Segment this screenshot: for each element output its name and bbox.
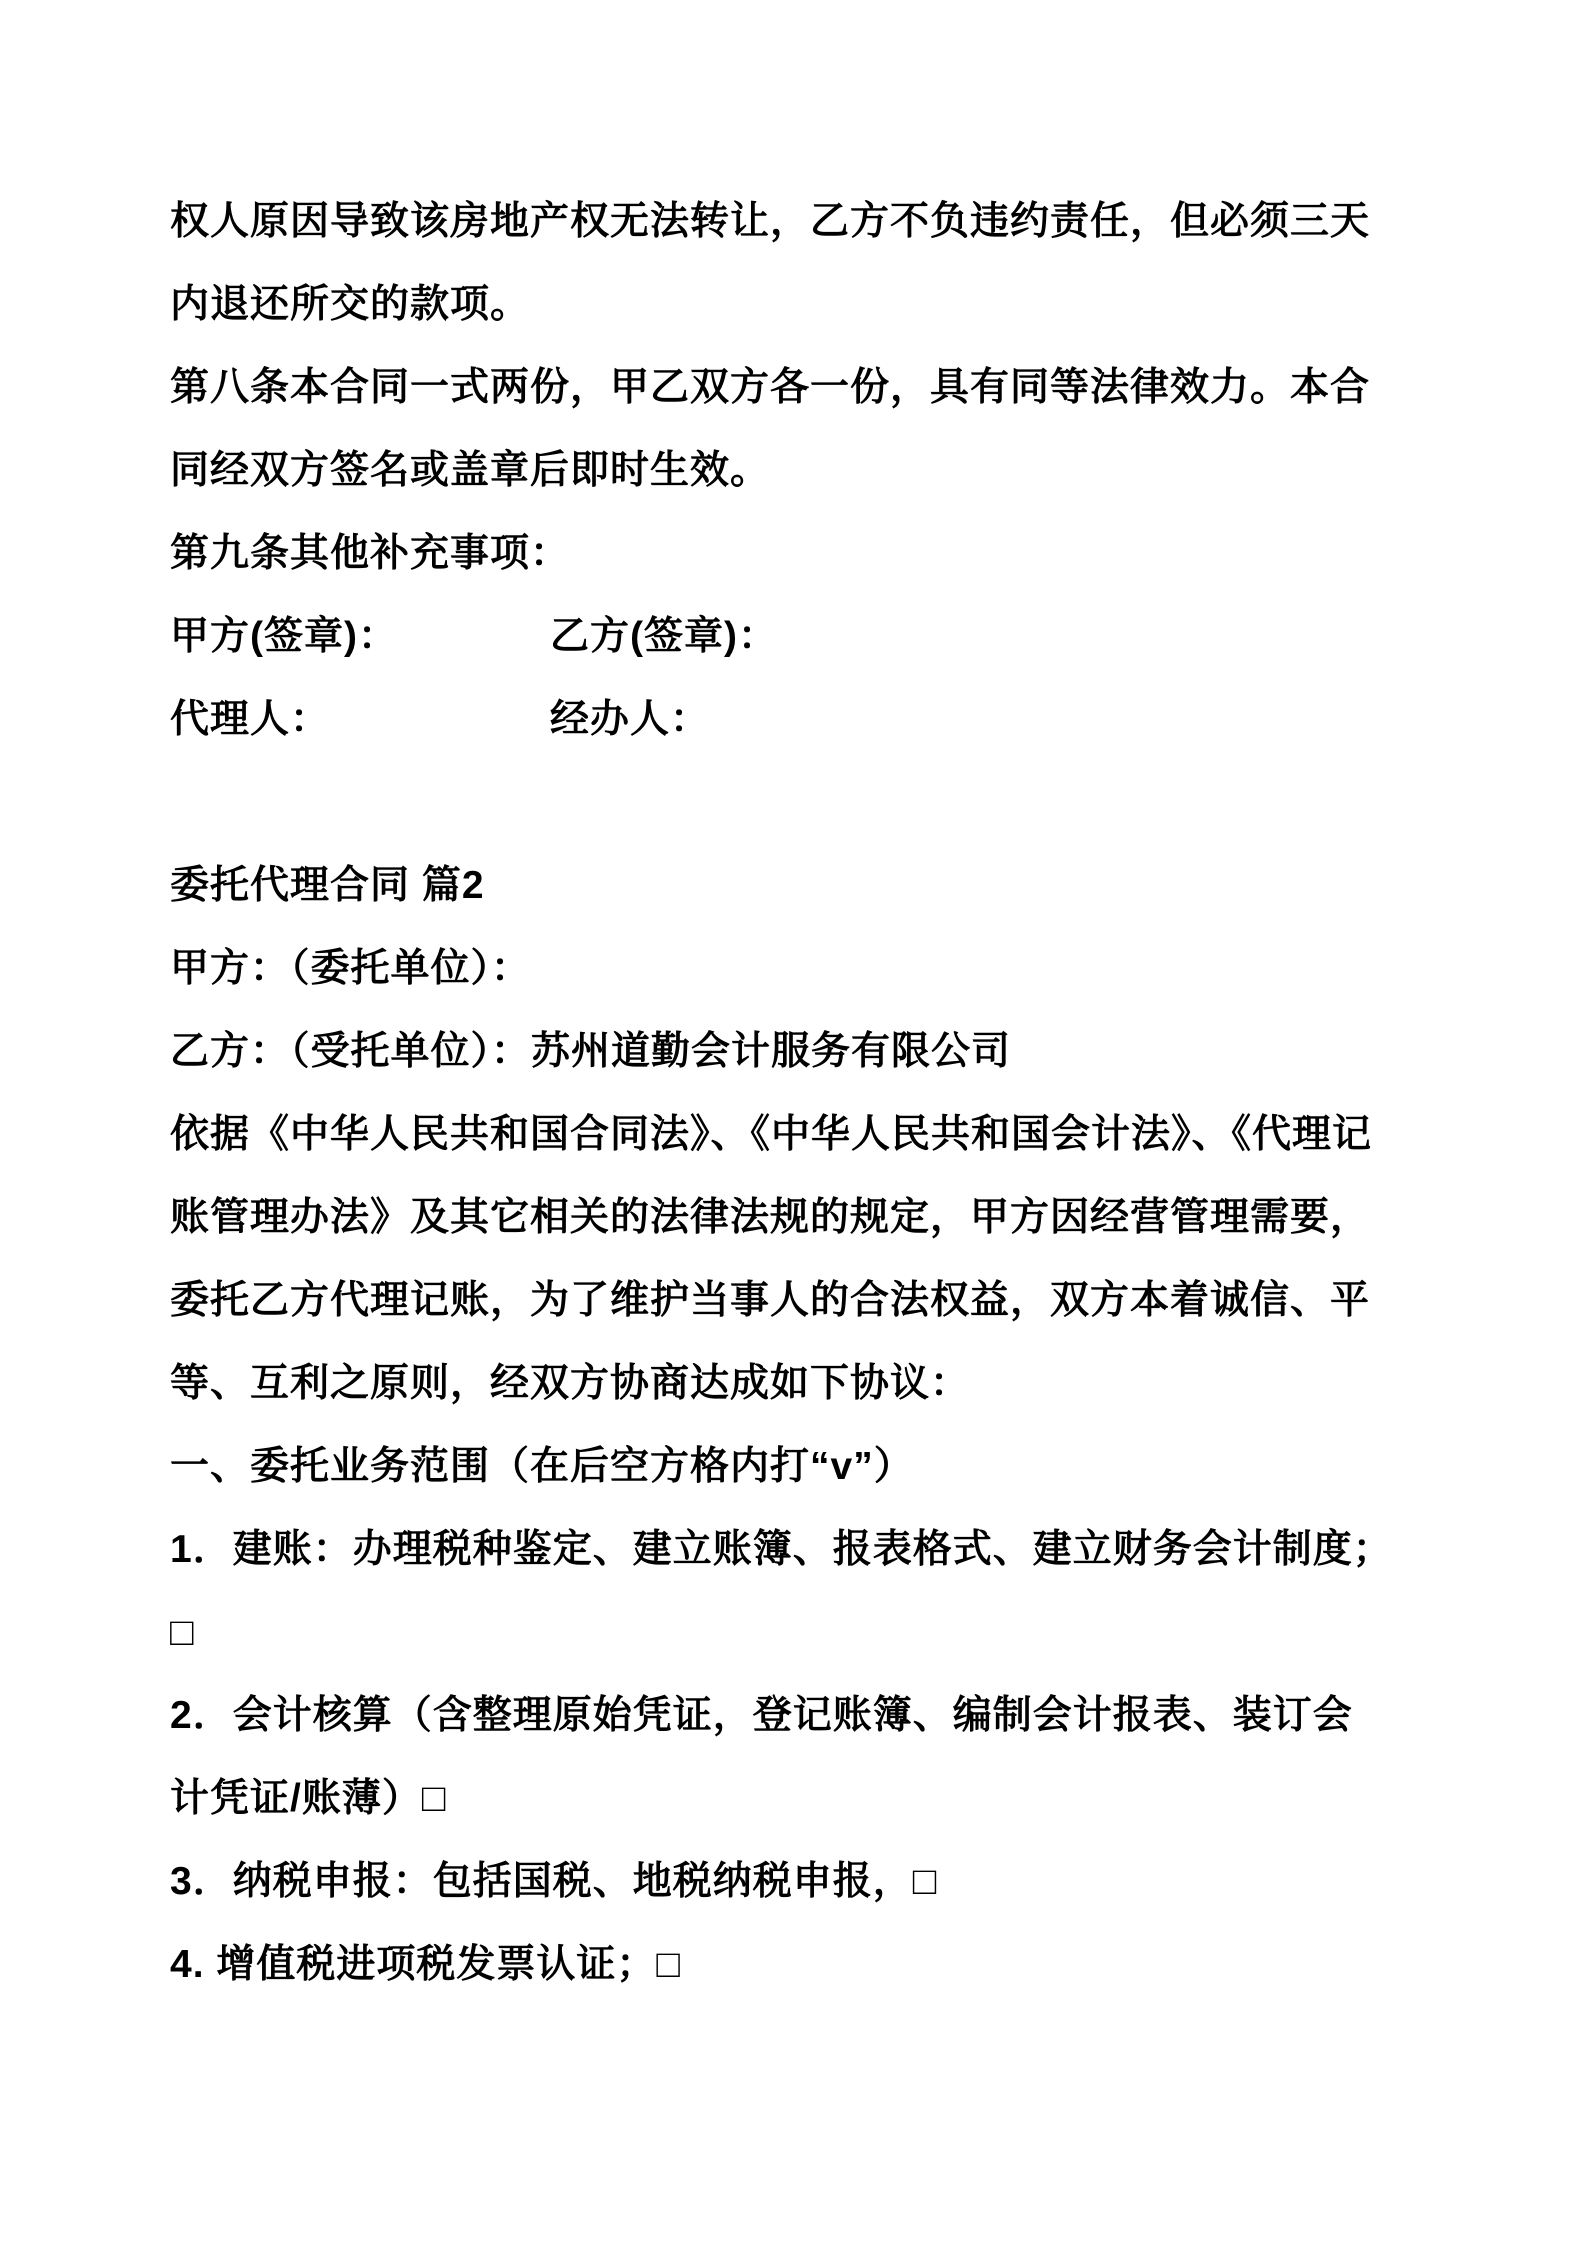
blank-line (170, 761, 1446, 844)
agent-label: 代理人： (170, 698, 331, 741)
scope-heading-line: 一、委托业务范围（在后空方格内打“v”） (170, 1445, 914, 1488)
contract-text-line: 依据《中华人民共和国合同法》、《中华人民共和国会计法》、《代理记 (170, 1113, 1373, 1156)
scope-item4-line: 4. 增值税进项税发票认证；□ (170, 1943, 681, 1986)
contract-article8-line: 第八条本合同一式两份，甲乙双方各一份，具有同等法律效力。本合 (170, 366, 1371, 409)
signature-row (170, 595, 1446, 678)
party-b-line: 乙方：（受托单位）：苏州道勤会计服务有限公司 (170, 1030, 1012, 1073)
contract-text-line: 委托乙方代理记账，为了维护当事人的合法权益，双方本着诚信、平 (170, 1279, 1371, 1322)
contract-text-line: 权人原因导致该房地产权无法转让，乙方不负违约责任，但必须三天 (170, 200, 1371, 243)
scope-item3-line: 3．纳税申报：包括国税、地税纳税申报，□ (170, 1860, 938, 1903)
contract-text-line: 内退还所交的款项。 (170, 283, 531, 326)
contract-text-line: 等、互利之原则，经双方协商达成如下协议： (170, 1362, 971, 1405)
checkbox-line: □ (170, 1611, 195, 1654)
party-b-seal-label: 乙方(签章)： (550, 615, 778, 658)
contract-text-line: 同经双方签名或盖章后即时生效。 (170, 449, 771, 492)
party-a-line: 甲方：（委托单位）： (170, 947, 532, 990)
section2-heading: 委托代理合同 篇2 (170, 864, 485, 907)
handler-row (170, 678, 1446, 761)
party-a-seal-label: 甲方(签章)： (170, 615, 398, 658)
scope-item2-line: 2．会计核算（含整理原始凭证，登记账簿、编制会计报表、装订会 (170, 1694, 1353, 1737)
operator-label: 经办人： (550, 698, 711, 741)
contract-text-line: 账管理办法》及其它相关的法律法规的规定，甲方因经营管理需要， (170, 1196, 1371, 1239)
scope-item1-line: 1．建账：办理税种鉴定、建立账簿、报表格式、建立财务会计制度； (170, 1528, 1393, 1571)
contract-article9-line: 第九条其他补充事项： (170, 532, 571, 575)
scope-item2-continuation-line: 计凭证/账薄）□ (170, 1777, 447, 1820)
